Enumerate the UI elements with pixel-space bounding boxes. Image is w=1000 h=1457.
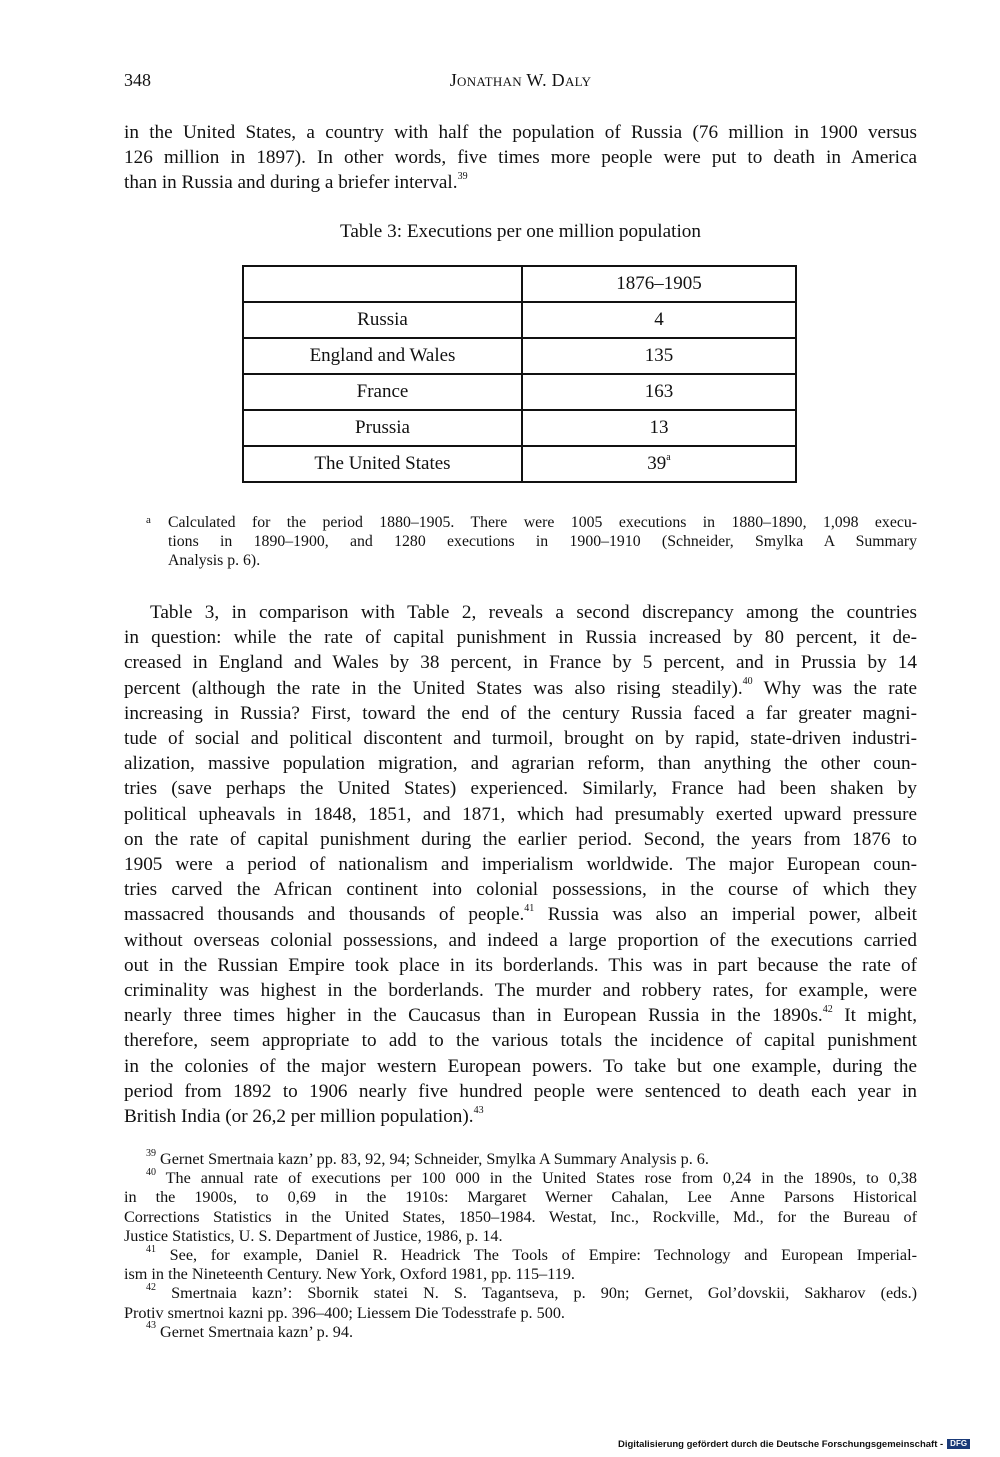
text-line: in the United States, a country with half the population of Russia (76 million in 1900 versus [124, 122, 917, 143]
text-segment: Russia was also an imperial power, albeit [534, 904, 918, 926]
footnote-number: 41 [146, 1243, 156, 1255]
text-line: without overseas colonial possessions, and indeed a large proportion of the executions carried [124, 929, 917, 951]
text-line: tries (save perhaps the United States) experienced. Similarly, France had been shaken by [124, 778, 917, 800]
footnote-line [124, 1147, 917, 1169]
text-line: period from 1892 to 1906 nearly five hundred people were sentenced to death each year in [124, 1080, 917, 1102]
footnote-number: 43 [146, 1320, 156, 1332]
table-cell-value: 135 [522, 338, 796, 374]
table-cell-country: France [243, 374, 522, 410]
text-line: in the colonies of the major western European powers. To take but one example, during the [124, 1055, 917, 1077]
text-segment: than in Russia and during a briefer interval. [124, 172, 458, 194]
table-note-mark: a [146, 514, 151, 526]
table-cell-value [522, 446, 796, 482]
text-line: creased in England and Wales by 38 percent, in France by 5 percent, and in Prussia by 14 [124, 652, 917, 674]
page-header [124, 70, 917, 96]
footnote-line: Protiv smertnoi kazni pp. 396–400; Liessem Die Todesstrafe p. 500. [124, 1303, 565, 1322]
text-line: Table 3, in comparison with Table 2, reveals a second discrepancy among the countries [150, 602, 917, 623]
footnote-43 [124, 1320, 917, 1342]
footnote-ref: 42 [822, 1003, 833, 1015]
footnotes [124, 1147, 918, 1342]
footnote-line [124, 1243, 917, 1265]
table-row [243, 302, 796, 338]
footnote-39 [124, 1147, 917, 1169]
footnote-42 [124, 1284, 917, 1322]
table-row [243, 410, 796, 446]
footnote-number: 39 [146, 1147, 156, 1159]
executions-table [242, 265, 797, 483]
text-segment: Why was the rate [752, 677, 917, 699]
dfg-logo-icon: DFG [947, 1439, 970, 1449]
table-cell-value: 13 [522, 410, 796, 446]
footnote-ref: 40 [742, 676, 753, 688]
text-line: alization, massive population migration, and agrarian reform, than anything the other coun- [124, 753, 917, 775]
text-line: tude of social and political discontent and turmoil, brought on by rapid, state-driven industri- [124, 728, 917, 750]
table-cell-value: 163 [522, 374, 796, 410]
footnote-line [124, 1320, 917, 1342]
table-row [243, 338, 796, 374]
footnote-line [124, 1284, 917, 1303]
digitization-credit [618, 1439, 970, 1450]
table-header-period: 1876–1905 [522, 266, 796, 302]
table-cell-value: 4 [522, 302, 796, 338]
text-line: therefore, seem appropriate to add to the various totals the incidence of capital punishment [124, 1030, 917, 1052]
text-line: on the rate of capital punishment during the earlier period. Second, the years from 1876 to [124, 828, 917, 850]
main-paragraph [124, 600, 917, 1129]
page-number: 348 [124, 70, 151, 90]
table-footnote [146, 513, 917, 570]
text-segment: British India (or 26,2 per million population). [124, 1106, 474, 1128]
text-line: criminality was highest in the borderlands. The murder and robbery rates, for example, were [124, 980, 917, 1002]
text-line: out in the Russian Empire took place in its borderlands. This was in part because the rate of [124, 954, 917, 976]
footnote-text: The annual rate of executions per 100 000 in the United States rose from 0,24 in the 1890s, to 0,38 [165, 1169, 917, 1188]
table-header-blank [243, 266, 522, 302]
footnote-ref: 43 [473, 1104, 484, 1116]
table-header-row [243, 266, 796, 302]
footnote-number: 40 [146, 1166, 156, 1178]
text-line: tries carved the African continent into colonial possessions, in the course of which they [124, 879, 917, 901]
footnote-41 [124, 1243, 917, 1284]
text-line [124, 676, 917, 701]
intro-paragraph [124, 120, 917, 196]
table-cell-country: The United States [243, 446, 522, 482]
table-cell-country: Russia [243, 302, 522, 338]
text-segment: nearly three times higher in the Caucasus than in European Russia in the 1890s. [124, 1005, 823, 1027]
text-segment: percent (although the rate in the United States was also rising steadily). [124, 677, 743, 699]
running-head: Jonathan W. Daly [449, 70, 592, 90]
note-line: Analysis p. 6). [168, 552, 261, 569]
table-cell-country: England and Wales [243, 338, 522, 374]
table-note-body [168, 513, 917, 570]
table-row [243, 446, 796, 482]
footnote-text: Gernet Smertnaia kazn’ pp. 83, 92, 94; Schneider, Smylka A Summary Analysis p. 6. [160, 1150, 709, 1168]
table-value-text: 39 [647, 453, 667, 474]
table-row [243, 374, 796, 410]
text-line: political upheavals in 1848, 1851, and 1871, which had presumably exerted upward pressure [124, 803, 917, 825]
note-line: Calculated for the period 1880–1905. There were 1005 executions in 1880–1890, 1,098 execu- [168, 514, 917, 531]
note-line: tions in 1890–1900, and 1280 executions in 1900–1910 (Schneider, Smylka A Summary [168, 533, 917, 550]
footnote-number: 42 [146, 1282, 156, 1294]
footnote-text: See, for example, Daniel R. Headrick The Tools of Empire: Technology and European Imperial- [169, 1246, 917, 1265]
footnote-ref: 39 [457, 171, 468, 183]
text-line [124, 1104, 917, 1129]
table-cell-country: Prussia [243, 410, 522, 446]
footnote-text: Smertnaia kazn’: Sbornik statei N. S. Tagantseva, p. 90n; Gernet, Gol’dovskii, Sakharov (eds.) [171, 1284, 918, 1303]
footnote-text: Gernet Smertnaia kazn’ p. 94. [160, 1322, 354, 1341]
footnote-line: in the 1900s, to 0,69 in the 1910s: Margaret Werner Cahalan, Lee Anne Parsons Historical [124, 1188, 917, 1207]
text-line [124, 902, 917, 927]
table-caption: Table 3: Executions per one million population [339, 221, 701, 242]
table-note-ref: a [666, 451, 671, 463]
credit-text: Digitalisierung gefördert durch die Deutsche Forschungsgemeinschaft - [618, 1439, 944, 1450]
text-segment: It might, [832, 1005, 917, 1027]
text-line: 126 million in 1897). In other words, five times more people were put to death in America [124, 147, 917, 169]
text-segment: massacred thousands and thousands of people. [124, 904, 525, 926]
footnote-line: ism in the Nineteenth Century. New York, Oxford 1981, pp. 115–119. [124, 1265, 575, 1284]
footnote-ref: 41 [524, 903, 535, 915]
footnote-line: Justice Statistics, U. S. Department of Justice, 1986, p. 14. [124, 1226, 503, 1245]
text-line: increasing in Russia? First, toward the end of the century Russia faced a far greater magni- [124, 702, 917, 724]
footnote-40 [124, 1166, 917, 1246]
text-line [124, 170, 917, 195]
text-line: in question: while the rate of capital punishment in Russia increased by 80 percent, it de- [124, 627, 917, 649]
footnote-line: Corrections Statistics in the United States, 1850–1984. Westat, Inc., Rockville, Md., for the Bureau of [124, 1207, 917, 1226]
text-line [124, 1003, 917, 1028]
text-line: 1905 were a period of nationalism and imperialism worldwide. The major European coun- [124, 854, 917, 876]
footnote-line [124, 1166, 917, 1188]
